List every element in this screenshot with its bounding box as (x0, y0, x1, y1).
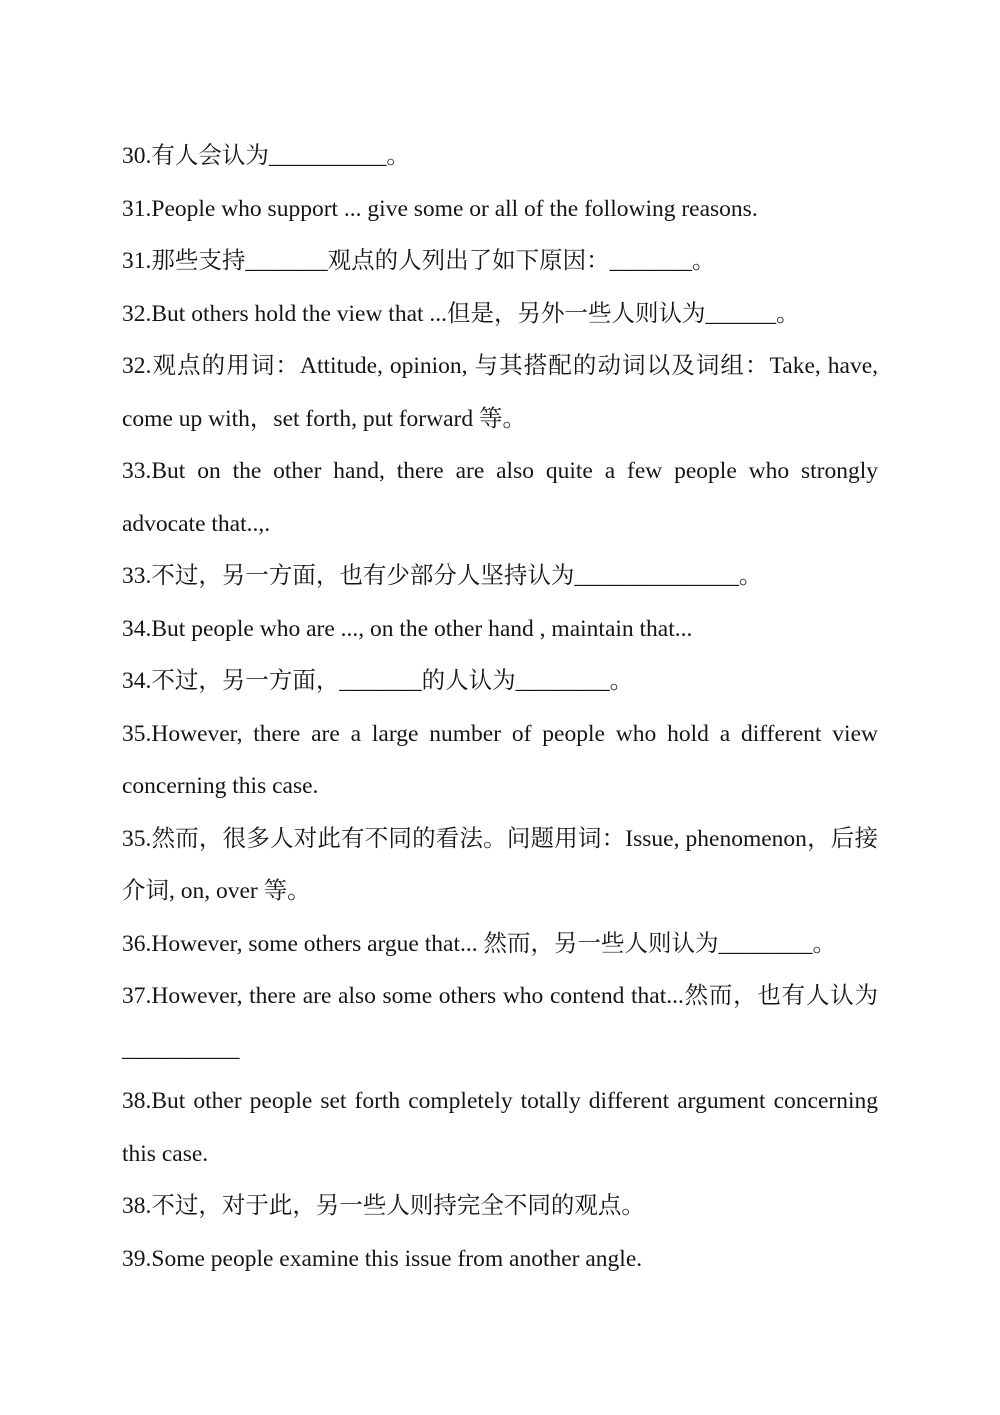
text-line-34-en: 34.But people who are ..., on the other hand , maintain that... (122, 615, 693, 642)
text-line-35-en-2: concerning this case. (122, 773, 319, 799)
text-line-36-en-zh: 36.However, some others argue that... 然而，另一些人则认为________。 (122, 930, 836, 957)
text-line-35-zh-2: 介词, on, over 等。 (122, 878, 311, 904)
text-line-32-usage-2: come up with，set forth, put forward 等。 (122, 405, 526, 432)
text-line-38-en-2: this case. (122, 1140, 209, 1167)
text-line-35-en: 35.However, there are a large number of people who hold a different view (122, 720, 878, 747)
text-line-35-zh: 35.然而，很多人对此有不同的看法。问题用词：Issue, phenomenon，后接 (122, 825, 878, 852)
text-line-33-zh: 33.不过，另一方面，也有少部分人坚持认为______________。 (122, 563, 763, 589)
text-line-32-usage: 32.观点的用词：Attitude, opinion, 与其搭配的动词以及词组：Take, have, (122, 353, 878, 379)
text-line-38-zh: 38.不过，对于此，另一些人则持完全不同的观点。 (122, 1193, 645, 1219)
text-line-38-en: 38.But other people set forth completely totally different argument concerning (122, 1088, 878, 1114)
text-line-37-en-zh: 37.However, there are also some others who contend that...然而，也有人认为 (122, 983, 878, 1009)
text-line-31-zh: 31.那些支持_______观点的人列出了如下原因：_______。 (122, 248, 716, 274)
text-line-39-en: 39.Some people examine this issue from another angle. (122, 1245, 643, 1272)
text-line-37-blank: __________ (122, 1035, 240, 1062)
text-line-34-zh: 34.不过，另一方面，_______的人认为________。 (122, 668, 634, 694)
text-line-33-en: 33.But on the other hand, there are also quite a few people who strongly (122, 458, 878, 484)
text-line-33-en-2: advocate that..,. (122, 510, 271, 537)
text-line-30-zh: 30.有人会认为__________。 (122, 143, 410, 169)
text-line-31-en: 31.People who support ... give some or all of the following reasons. (122, 195, 758, 222)
text-line-32-en-zh: 32.But others hold the view that ...但是，另外一些人则认为______。 (122, 300, 800, 327)
